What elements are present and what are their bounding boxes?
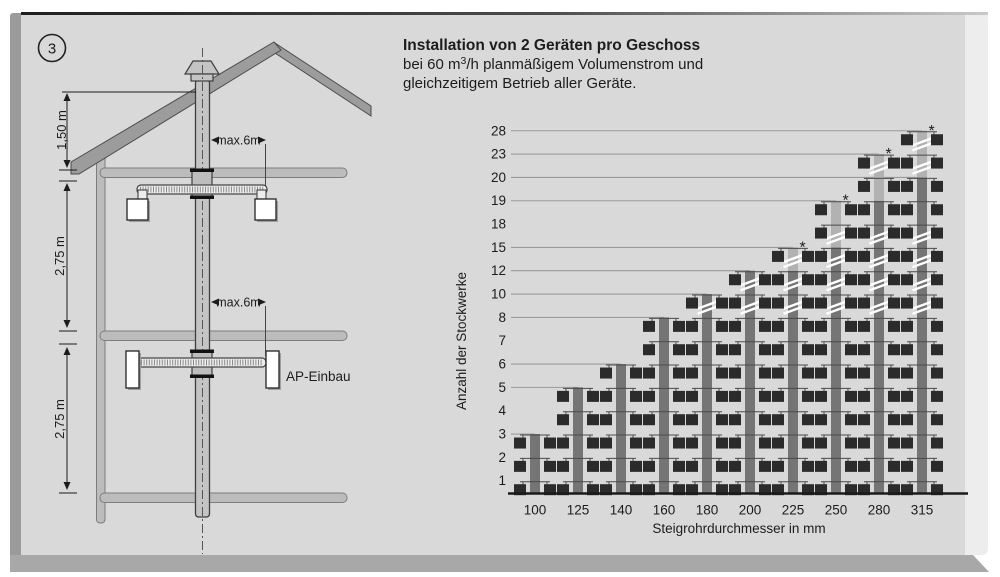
device-square (901, 204, 913, 215)
max-distance-upper-label: max.6m (216, 133, 261, 148)
device-square (772, 368, 784, 379)
dimension-label-floor2: 2,75 m (52, 236, 67, 276)
device-square (557, 461, 569, 472)
y-tick-label: 23 (490, 146, 506, 162)
device-square (729, 391, 741, 402)
device-square (931, 368, 943, 379)
device-square (686, 321, 698, 332)
device-square (901, 438, 913, 449)
device-square (587, 414, 599, 425)
device-square (729, 461, 741, 472)
device-square (931, 158, 943, 169)
x-tick-label: 200 (738, 502, 762, 518)
bar-extension (874, 154, 884, 201)
device-square (716, 298, 728, 309)
device-square (600, 461, 612, 472)
device-square (888, 414, 900, 425)
device-square (544, 438, 556, 449)
device-square (673, 414, 685, 425)
device-square (858, 204, 870, 215)
dimension-label-floor1: 2,75 m (52, 399, 67, 439)
device-square (772, 251, 784, 262)
figure-subtitle-line2: gleichzeitigem Betrieb aller Geräte. (403, 75, 637, 92)
device-square (815, 344, 827, 355)
device-square (587, 438, 599, 449)
device-square (931, 251, 943, 262)
x-tick-label: 180 (695, 502, 719, 518)
device-square (514, 461, 526, 472)
device-square (858, 438, 870, 449)
y-tick-label: 28 (490, 123, 506, 139)
device-square (888, 461, 900, 472)
device-square (931, 228, 943, 239)
max-distance-lower (211, 296, 266, 357)
device-square (673, 321, 685, 332)
device-square (901, 274, 913, 285)
device-square (802, 414, 814, 425)
figure-number-badge (39, 35, 66, 62)
x-tick-label: 140 (609, 502, 633, 518)
pipe-flange-upper-top (190, 169, 214, 173)
device-square (802, 298, 814, 309)
device-square (858, 251, 870, 262)
device-square (759, 414, 771, 425)
device-square (643, 391, 655, 402)
device-square (587, 461, 599, 472)
max-distance-upper (211, 134, 266, 187)
device-square (931, 438, 943, 449)
bar (702, 294, 712, 494)
device-square (759, 274, 771, 285)
device-square (815, 298, 827, 309)
device-square (901, 298, 913, 309)
device-square (815, 391, 827, 402)
device-square (673, 344, 685, 355)
device-upper-left (127, 199, 148, 220)
device-square (858, 181, 870, 192)
device-square (716, 461, 728, 472)
device-square (686, 414, 698, 425)
device-square (901, 461, 913, 472)
arrow-up-icon (64, 183, 71, 191)
device-square (716, 414, 728, 425)
arrow-down-icon (64, 160, 71, 168)
subtitle-pre: bei 60 m (403, 56, 461, 73)
device-square (630, 461, 642, 472)
device-square (858, 391, 870, 402)
device-square (858, 298, 870, 309)
device-square (888, 344, 900, 355)
device-square (888, 204, 900, 215)
device-square (845, 368, 857, 379)
asterisk-marker: * (842, 192, 849, 210)
device-square (772, 391, 784, 402)
roof-left-slope (71, 42, 281, 174)
device-square (845, 321, 857, 332)
device-square (815, 368, 827, 379)
device-square (673, 438, 685, 449)
device-square (901, 228, 913, 239)
device-square (901, 251, 913, 262)
device-square (772, 344, 784, 355)
device-square (858, 274, 870, 285)
device-square (759, 438, 771, 449)
device-square (815, 228, 827, 239)
ap-einbau-label: AP-Einbau (286, 369, 351, 384)
device-square (514, 438, 526, 449)
device-square (858, 414, 870, 425)
x-tick-label: 315 (910, 502, 934, 518)
device-square (686, 391, 698, 402)
y-tick-label: 6 (498, 356, 506, 372)
device-square (845, 228, 857, 239)
device-square (772, 414, 784, 425)
header-block (403, 37, 703, 92)
device-square (630, 368, 642, 379)
device-square (888, 438, 900, 449)
y-tick-label: 15 (490, 239, 506, 255)
device-square (643, 321, 655, 332)
device-square (630, 414, 642, 425)
device-square (716, 321, 728, 332)
device-square (643, 414, 655, 425)
device-square (845, 274, 857, 285)
asterisk-marker: * (799, 239, 806, 257)
device-square (643, 438, 655, 449)
device-square (845, 251, 857, 262)
device-square (759, 298, 771, 309)
y-tick-label: 2 (498, 449, 506, 465)
device-square (888, 321, 900, 332)
subtitle-post: /h planmäßigem Volumenstrom und (466, 56, 704, 73)
device-square (901, 344, 913, 355)
device-square (600, 414, 612, 425)
device-square (772, 298, 784, 309)
y-tick-label: 18 (490, 216, 506, 232)
device-square (815, 461, 827, 472)
device-square (759, 391, 771, 402)
lower-floor-branch (126, 350, 351, 391)
y-tick-label: 8 (498, 309, 506, 325)
device-square (772, 461, 784, 472)
subtitle-superscript: 3 (460, 55, 467, 67)
device-square (686, 368, 698, 379)
figure-title: Installation von 2 Geräten pro Geschoss (403, 37, 701, 54)
x-tick-label: 160 (652, 502, 676, 518)
device-square (716, 438, 728, 449)
device-square (643, 368, 655, 379)
device-square (600, 391, 612, 402)
device-square (845, 414, 857, 425)
y-tick-label: 3 (498, 426, 506, 442)
device-square (888, 391, 900, 402)
device-square (673, 461, 685, 472)
device-square (716, 391, 728, 402)
device-square (815, 321, 827, 332)
device-square (587, 391, 599, 402)
arrow-down-icon (64, 482, 71, 490)
device-lower-left-ap (126, 351, 139, 388)
chart-plot-area (491, 123, 943, 518)
device-square (931, 181, 943, 192)
device-square (901, 181, 913, 192)
device-square (845, 344, 857, 355)
pipe-flange-lower-top (190, 350, 214, 354)
bar (616, 364, 626, 494)
device-square (931, 274, 943, 285)
device-square (673, 391, 685, 402)
device-square (901, 321, 913, 332)
ceiling-slab-upper (100, 168, 347, 178)
device-square (901, 414, 913, 425)
device-square (729, 274, 741, 285)
device-square (815, 438, 827, 449)
device-square (802, 391, 814, 402)
dimension-chain (59, 92, 196, 493)
house-diagram (52, 42, 371, 554)
device-square (888, 251, 900, 262)
device-square (845, 438, 857, 449)
device-square (772, 438, 784, 449)
bar (530, 434, 540, 494)
max-distance-lower-label: max.6m (216, 295, 261, 310)
device-square (931, 344, 943, 355)
device-square (858, 461, 870, 472)
figure-subtitle-line1 (403, 55, 703, 73)
device-square (858, 321, 870, 332)
device-square (888, 274, 900, 285)
device-square (729, 321, 741, 332)
device-square (673, 368, 685, 379)
x-tick-label: 100 (523, 502, 547, 518)
arrow-up-icon (64, 93, 71, 101)
device-square (759, 368, 771, 379)
device-square (901, 134, 913, 145)
device-square (729, 298, 741, 309)
device-square (544, 461, 556, 472)
device-square (729, 414, 741, 425)
device-square (557, 438, 569, 449)
device-square (815, 274, 827, 285)
figure-number: 3 (47, 40, 57, 58)
device-square (557, 391, 569, 402)
device-square (802, 274, 814, 285)
device-square (772, 274, 784, 285)
asterisk-marker: * (928, 122, 935, 140)
device-square (888, 228, 900, 239)
x-tick-label: 250 (824, 502, 848, 518)
arrow-down-icon (64, 320, 71, 328)
device-square (901, 391, 913, 402)
device-square (600, 438, 612, 449)
device-square (802, 461, 814, 472)
device-square (759, 461, 771, 472)
x-tick-label: 125 (566, 502, 590, 518)
stockwerke-chart (454, 123, 968, 536)
x-tick-label: 280 (867, 502, 891, 518)
device-square (802, 438, 814, 449)
y-tick-label: 10 (490, 286, 506, 302)
device-square (815, 204, 827, 215)
device-square (686, 438, 698, 449)
device-upper-right (255, 199, 276, 220)
device-square (931, 391, 943, 402)
device-square (759, 344, 771, 355)
dimension-label-roof: 1,50 m (54, 110, 69, 150)
device-square (630, 391, 642, 402)
device-square (888, 298, 900, 309)
floor-slab-bottom (100, 493, 347, 503)
device-square (600, 368, 612, 379)
device-square (686, 344, 698, 355)
device-square (888, 181, 900, 192)
pipe-flange-lower-bottom (190, 375, 214, 379)
device-square (901, 158, 913, 169)
roof-right-slope (275, 43, 371, 116)
device-square (802, 368, 814, 379)
device-square (729, 438, 741, 449)
device-square (845, 391, 857, 402)
device-square (858, 344, 870, 355)
device-square (815, 251, 827, 262)
floor-slab-middle (100, 331, 347, 341)
device-square (858, 158, 870, 169)
device-square (802, 344, 814, 355)
arrow-up-icon (64, 347, 71, 355)
device-square (858, 228, 870, 239)
device-square (888, 368, 900, 379)
device-square (716, 368, 728, 379)
device-square (557, 414, 569, 425)
y-tick-label: 12 (490, 263, 506, 279)
device-square (643, 344, 655, 355)
device-square (729, 368, 741, 379)
device-square (931, 204, 943, 215)
y-tick-label: 5 (498, 379, 506, 395)
device-square (858, 368, 870, 379)
device-square (815, 414, 827, 425)
device-square (630, 438, 642, 449)
y-tick-label: 7 (498, 333, 506, 349)
device-square (759, 321, 771, 332)
device-lower-right-ap (266, 351, 279, 388)
asterisk-marker: * (885, 146, 892, 164)
x-axis-title: Steigrohrdurchmesser in mm (652, 521, 826, 536)
y-tick-label: 1 (498, 473, 506, 489)
device-square (772, 321, 784, 332)
device-square (686, 298, 698, 309)
device-square (845, 461, 857, 472)
device-square (931, 321, 943, 332)
device-square (686, 461, 698, 472)
device-square (716, 344, 728, 355)
device-square (729, 344, 741, 355)
y-tick-label: 4 (498, 403, 506, 419)
device-square (845, 298, 857, 309)
y-tick-label: 19 (490, 193, 506, 209)
device-square (643, 461, 655, 472)
y-axis-title: Anzahl der Stockwerke (454, 271, 469, 411)
x-tick-label: 225 (781, 502, 805, 518)
device-square (901, 368, 913, 379)
bar (573, 387, 583, 494)
device-square (931, 414, 943, 425)
bar (874, 201, 884, 494)
pipe-flange-upper-bottom (190, 196, 214, 200)
bar (659, 317, 669, 494)
device-square (802, 321, 814, 332)
device-square (931, 461, 943, 472)
device-square (931, 298, 943, 309)
y-tick-label: 20 (490, 169, 506, 185)
